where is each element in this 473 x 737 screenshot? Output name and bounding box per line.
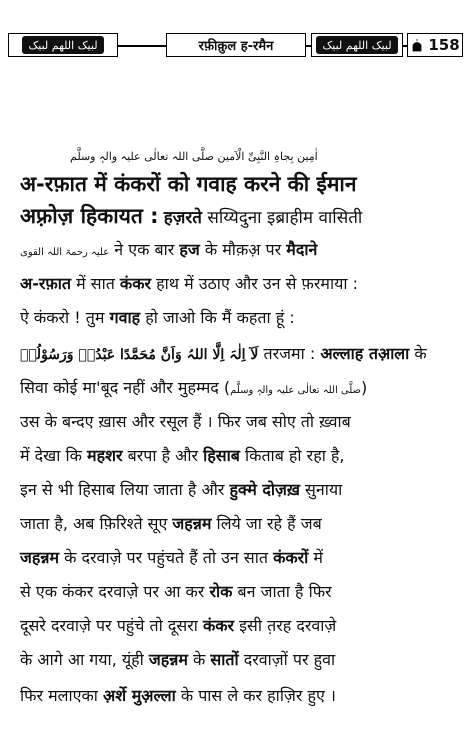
- text-span: तरजमा :: [258, 344, 321, 363]
- running-title: रफ़ीक़ुल ह-रमैन: [198, 39, 274, 54]
- text-span: में सात: [71, 274, 120, 293]
- left-banner-box: [8, 33, 118, 57]
- text-span: किताब हो रहा है,: [239, 446, 345, 465]
- text-span: बरपा है और: [122, 446, 204, 465]
- text-span: के मौक़अ़ पर: [199, 240, 287, 259]
- text-span: ने एक बार: [109, 240, 180, 259]
- keyword-kankar: कंकर: [119, 274, 152, 293]
- text-span: के: [409, 344, 427, 363]
- keyword-jahannam: जहन्नम: [148, 650, 188, 669]
- text-span: हो जाओ कि मैं कहता हूं :: [140, 308, 295, 327]
- text-span: के: [187, 650, 211, 669]
- text-span: इन से भी हिसाब लिया जाता है और: [20, 480, 230, 499]
- keyword-hajj: हज: [179, 240, 200, 259]
- title-box: [166, 33, 306, 57]
- page-header: [8, 33, 463, 59]
- page-number-box: [407, 33, 463, 57]
- keyword-kankar: कंकर: [202, 616, 235, 635]
- body-line-6: [20, 342, 457, 364]
- text-span: के पास ले कर हाज़िर हुए ।: [175, 686, 336, 705]
- text-span: के आगे आ गया, यूंही: [20, 650, 149, 669]
- text-span: लिये जा रहे हैं जब: [211, 514, 322, 533]
- keyword-arafat: अ-रफ़ात: [20, 274, 72, 293]
- keyword-allah: अल्लाह तआ़ला: [320, 344, 410, 363]
- keyword-maidane: मैदाने: [286, 240, 318, 259]
- honorific-hazrate: हज़रते: [163, 208, 202, 228]
- body-line-4: [20, 272, 457, 294]
- body-line-5: [20, 306, 457, 328]
- story-heading-line-2: [20, 202, 457, 230]
- body-line-15: [20, 648, 457, 670]
- text-span: में देखा कि: [20, 446, 87, 465]
- text-span: ऐ कंकरो ! तुम: [20, 308, 110, 327]
- keyword-hukme-dozakh: हुक्मे दोज़ख़: [229, 480, 300, 499]
- text-span: के दरवाज़े पर पहुंचते हैं तो उन सात: [59, 548, 274, 567]
- text-span: फिर मलाएका: [20, 686, 104, 705]
- text-span: हाथ में उठाए और उन से फ़रमाया :: [151, 274, 359, 293]
- keyword-jahannam: जहन्नम: [20, 548, 60, 567]
- story-heading-line-1: अ-रफ़ात में कंकरों को गवाह करने की ईमान: [20, 172, 357, 196]
- text-span: ): [361, 378, 368, 397]
- aameen-invocation: اٰمِین بِجاہِ النَّبِیِّ الْاَمین صلَّی اللہ تعالٰی علیہ والہٖ وسلَّم: [70, 150, 318, 163]
- narrator-name: सय्यिदुना इब्राहीम वासिती: [201, 208, 363, 228]
- keyword-rok: रोक: [209, 582, 233, 601]
- page-number: 158: [428, 36, 460, 54]
- body-line-10: [20, 478, 457, 500]
- body-line-14: [20, 614, 457, 636]
- keyword-mahshar: महशर: [87, 446, 123, 465]
- line2-text: [164, 208, 363, 228]
- keyword-saton: सातों: [210, 650, 239, 669]
- text-span: दरवाज़ों पर हुवा: [238, 650, 336, 669]
- body-line-11: [20, 512, 457, 534]
- body-line-13: [20, 580, 457, 602]
- kalima-arabic: لَآ اِلٰہَ اِلَّا اللہُ وَاَنَّ مُحَمَّدًا عَبْدُہٗ وَرَسُوْلُہٗ: [20, 347, 259, 363]
- text-span: बन जाता है फिर: [232, 582, 332, 601]
- keyword-gawah: गवाह: [109, 308, 141, 327]
- arabic-honorific: علیہ رحمۃ اللہ القوی: [20, 247, 110, 258]
- keyword-kankaron: कंकरों: [273, 548, 309, 567]
- right-banner: لبیک اللھم لبیک: [316, 36, 397, 54]
- keyword-arshe-mualla: अ़र्शे मुअ़ल्ला: [103, 686, 176, 705]
- right-banner-box: [311, 33, 403, 57]
- text-span: जाता है, अब फ़िरिश्ते सूए: [20, 514, 173, 533]
- body-line-16: [20, 684, 457, 706]
- text-span: में: [308, 548, 323, 567]
- text-span: इसी त़रह दरवाज़े: [234, 616, 337, 635]
- keyword-jahannam: जहन्नम: [172, 514, 212, 533]
- left-banner: لبیک اللھم لبیک: [22, 36, 103, 54]
- story-heading-title: अफ़्रोज़ हिकायत :: [20, 204, 159, 228]
- text-span: से एक कंकर दरवाज़े पर आ कर: [20, 582, 210, 601]
- text-span: सिवा कोई मा'बूद नहीं और मुहम्मद (: [20, 378, 231, 397]
- body-line-9: [20, 444, 457, 466]
- arabic-salutation: صلَّی اللہ تعالٰی علیہ والہٖ وسلَّم: [230, 385, 362, 396]
- text-span: सुनाया: [299, 480, 343, 499]
- text-span: दूसरे दरवाज़े पर पहुंचे तो दूसरा: [20, 616, 203, 635]
- body-line-7: [20, 376, 457, 398]
- mosque-icon: [410, 38, 424, 52]
- body-line-8: उस के बन्दए ख़ास और रसूल हैं । फिर जब सोए तो ख़्वाब: [20, 412, 351, 431]
- body-line-3: [20, 238, 457, 260]
- keyword-hisab: हिसाब: [203, 446, 240, 465]
- body-line-12: [20, 546, 457, 568]
